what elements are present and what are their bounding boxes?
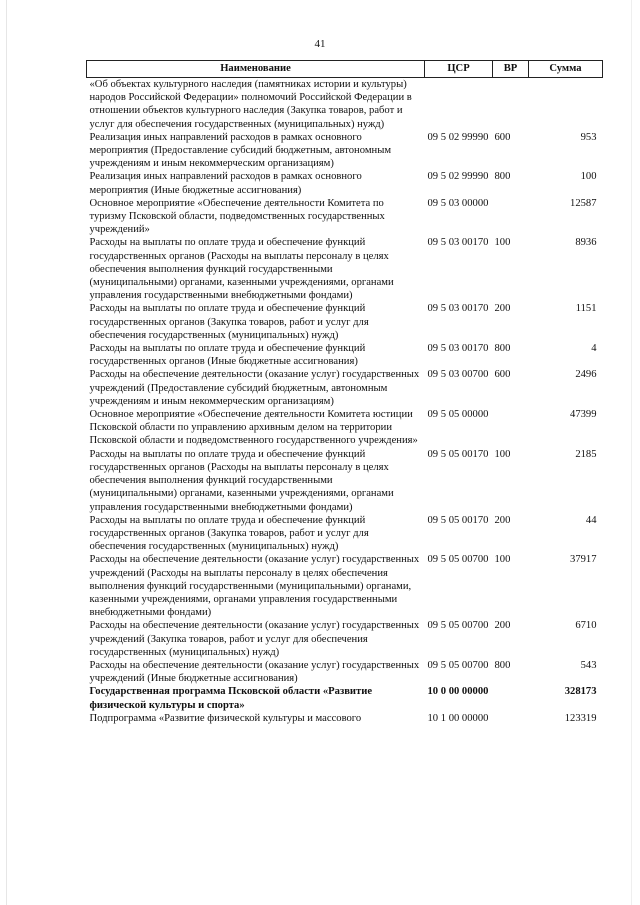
row-csr: 09 5 03 00700 bbox=[427, 369, 489, 381]
row-sum: 37917 bbox=[570, 554, 597, 566]
row-csr: 09 5 03 00000 bbox=[427, 197, 489, 209]
row-sum bbox=[529, 78, 603, 131]
row-vr: 600 bbox=[494, 131, 511, 143]
table-row bbox=[87, 408, 603, 448]
row-csr: 09 5 03 00170 bbox=[427, 343, 489, 355]
row-csr bbox=[425, 78, 493, 131]
row-sum: 2185 bbox=[575, 448, 597, 460]
table-row bbox=[87, 712, 603, 725]
header-name: Наименование bbox=[87, 61, 425, 78]
table-header-row bbox=[87, 61, 603, 78]
row-name: Расходы на выплаты по оплате труда и обеспечение функций государственных органов (Закупка товаров, работ и услуг для обеспечения государственных (муниципальных) нужд) bbox=[89, 514, 369, 553]
row-csr: 09 5 05 00170 bbox=[427, 448, 489, 460]
table-row bbox=[87, 342, 603, 368]
page-number: 41 bbox=[314, 38, 326, 50]
header-vr: ВР bbox=[493, 61, 529, 78]
row-csr: 09 5 03 00170 bbox=[427, 237, 489, 249]
row-vr: 800 bbox=[494, 659, 511, 671]
row-name: Расходы на выплаты по оплате труда и обеспечение функций государственных органов (Закупка товаров, работ и услуг для обеспечения государственных (муниципальных) нужд) bbox=[89, 303, 369, 341]
row-name: Расходы на выплаты по оплате труда и обеспечение функций государственных органов (Расходы на выплаты персоналу в целях обеспечения выполнения функций государственными (муниципальными) органами, казенными учреждениями, органами управления государственными внебюджетными фондами) bbox=[89, 237, 394, 302]
row-name: Расходы на выплаты по оплате труда и обеспечение функций государственных органов (Расходы на выплаты персоналу в целях обеспечения выполнения функций государственными (муниципальными) органами, казенными учреждениями, органами управления государственными внебюджетными фондами) bbox=[89, 448, 394, 513]
row-name: Расходы на обеспечение деятельности (оказание услуг) государственных учреждений (Расходы на выплаты персоналу в целях обеспечения выполнения функций государственными (муниципальными) органами, казенными учреждениями, органами управления государственными внебюджетными фондами) bbox=[89, 554, 420, 619]
scan-edge-left bbox=[6, 0, 7, 905]
scan-edge-right bbox=[631, 0, 632, 905]
budget-table bbox=[86, 60, 603, 725]
row-csr: 09 5 05 00170 bbox=[427, 514, 489, 526]
row-name: Подпрограмма «Развитие физической культуры и массового bbox=[89, 712, 362, 724]
row-vr: 200 bbox=[494, 303, 511, 315]
table-row bbox=[87, 78, 603, 131]
row-sum: 100 bbox=[580, 171, 597, 183]
row-csr: 10 0 00 00000 bbox=[427, 686, 489, 698]
row-name: Расходы на обеспечение деятельности (оказание услуг) государственных учреждений (Иные бюджетные ассигнования) bbox=[89, 659, 420, 685]
row-vr: 100 bbox=[494, 237, 511, 249]
header-csr: ЦСР bbox=[425, 61, 493, 78]
table-row bbox=[87, 368, 603, 408]
table-row bbox=[87, 448, 603, 514]
row-sum: 12587 bbox=[570, 197, 597, 209]
row-vr bbox=[493, 78, 529, 131]
row-sum: 1151 bbox=[575, 303, 597, 315]
table-row bbox=[87, 619, 603, 659]
row-vr: 100 bbox=[494, 448, 511, 460]
row-vr: 200 bbox=[494, 514, 511, 526]
row-name: Государственная программа Псковской области «Развитие физической культуры и спорта» bbox=[89, 686, 373, 711]
row-name: Расходы на обеспечение деятельности (оказание услуг) государственных учреждений (Закупка товаров, работ и услуг для обеспечения государственных (муниципальных) нужд) bbox=[89, 620, 420, 658]
table-row bbox=[87, 659, 603, 685]
table-row bbox=[87, 236, 603, 302]
table-row bbox=[87, 197, 603, 237]
row-vr: 200 bbox=[494, 620, 511, 632]
row-vr: 600 bbox=[494, 369, 511, 381]
row-sum: 543 bbox=[580, 659, 597, 671]
row-csr: 09 5 02 99990 bbox=[427, 171, 489, 183]
table-row bbox=[87, 131, 603, 171]
table-row bbox=[87, 514, 603, 554]
row-sum: 4 bbox=[591, 343, 597, 355]
row-vr bbox=[493, 712, 529, 725]
row-vr: 800 bbox=[494, 171, 511, 183]
row-sum: 6710 bbox=[575, 620, 597, 632]
header-sum: Сумма bbox=[529, 61, 603, 78]
row-sum: 953 bbox=[580, 131, 597, 143]
row-name: «Об объектах культурного наследия (памятниках истории и культуры) народов Российской Федерации» полномочий Российской Федерации в отношении объектов культурного наследия (Закупка товаров, работ и услуг для обеспечения государственных (муниципальных) нужд) bbox=[89, 79, 412, 130]
row-csr: 09 5 02 99990 bbox=[427, 131, 489, 143]
row-vr: 800 bbox=[494, 343, 511, 355]
row-vr bbox=[493, 408, 529, 448]
row-csr: 09 5 05 00700 bbox=[427, 554, 489, 566]
row-name: Основное мероприятие «Обеспечение деятельности Комитета юстиции Псковской области по управлению архивным делом на территории Псковской области и подведомственного государственного учреждения» bbox=[89, 409, 418, 447]
row-name: Реализация иных направлений расходов в рамках основного мероприятия (Предоставление субсидий бюджетным, автономным учреждениям и иным некоммерческим организациям) bbox=[89, 131, 392, 170]
row-csr: 09 5 05 00000 bbox=[427, 409, 489, 421]
row-sum: 328173 bbox=[564, 686, 597, 698]
row-csr: 09 5 05 00700 bbox=[427, 620, 489, 632]
row-name: Реализация иных направлений расходов в рамках основного мероприятия (Иные бюджетные ассигнования) bbox=[89, 171, 362, 196]
row-sum: 8936 bbox=[575, 237, 597, 249]
row-vr bbox=[493, 685, 529, 711]
table-row bbox=[87, 302, 603, 342]
row-vr: 100 bbox=[494, 554, 511, 566]
row-sum: 2496 bbox=[575, 369, 597, 381]
row-csr: 09 5 05 00700 bbox=[427, 659, 489, 671]
row-sum: 123319 bbox=[564, 712, 597, 724]
row-name: Основное мероприятие «Обеспечение деятельности Комитета по туризму Псковской области, подведомственных государственных учреждений» bbox=[89, 197, 385, 236]
row-vr bbox=[493, 197, 529, 237]
row-csr: 10 1 00 00000 bbox=[427, 712, 489, 724]
row-sum: 44 bbox=[585, 514, 597, 526]
row-name: Расходы на выплаты по оплате труда и обеспечение функций государственных органов (Иные бюджетные ассигнования) bbox=[89, 343, 366, 368]
row-name: Расходы на обеспечение деятельности (оказание услуг) государственных учреждений (Предоставление субсидий бюджетным, автономным учреждениям и иным некоммерческим организациям) bbox=[89, 369, 420, 407]
row-sum: 47399 bbox=[570, 409, 597, 421]
table-row bbox=[87, 170, 603, 196]
table-row bbox=[87, 685, 603, 711]
row-csr: 09 5 03 00170 bbox=[427, 303, 489, 315]
table-row bbox=[87, 553, 603, 619]
